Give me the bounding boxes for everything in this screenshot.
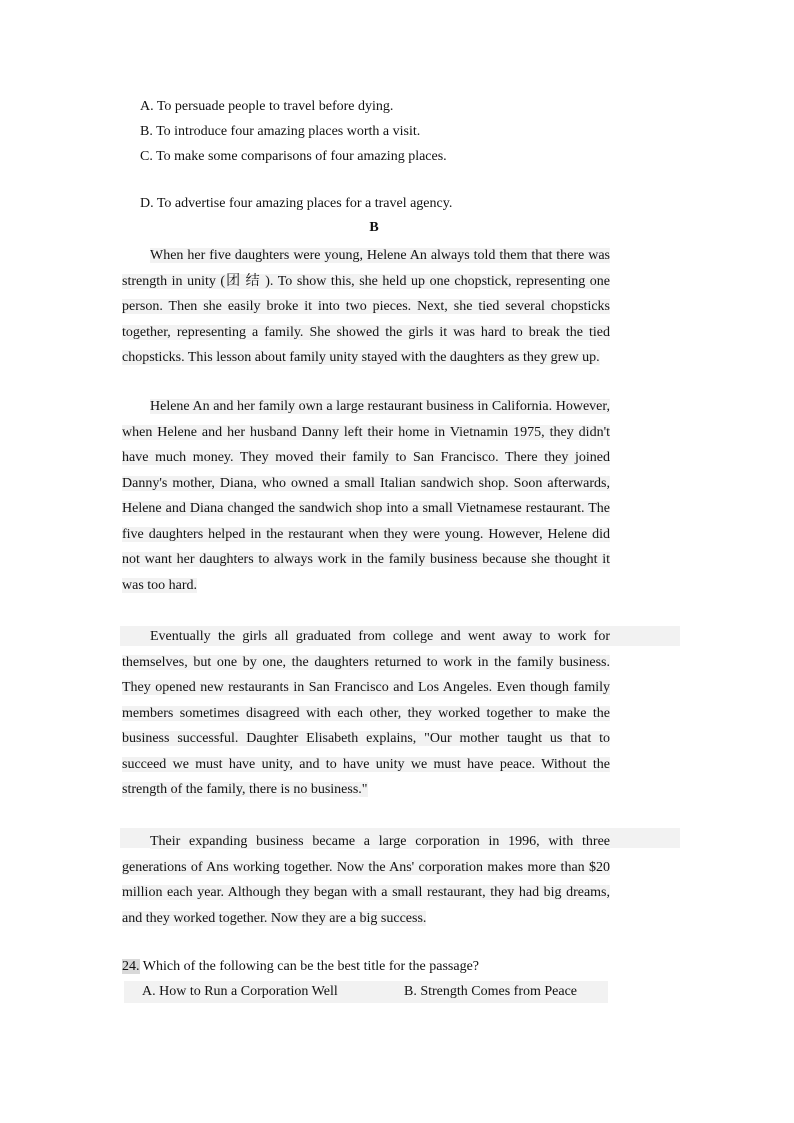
previous-option-a: A. To persuade people to travel before dying.: [140, 99, 394, 114]
passage-paragraph-4: [122, 829, 610, 931]
answer-options-row: [124, 981, 608, 1003]
question-number: 24.: [122, 959, 140, 974]
previous-option-d: D. To advertise four amazing places for a travel agency.: [140, 196, 453, 211]
previous-option-b: B. To introduce four amazing places worth a visit.: [140, 124, 421, 139]
question-24: [122, 958, 479, 976]
paragraph-text: When her five daughters were young, Helene An always told them that there was strength in unity (团 结 ). To show this, she held up one chopstick, representing one person. Then she easily broke it into two pieces. Next, she tied several chopsticks together, representing a family. She showed the girls it was hard to break the tied chopsticks. This lesson about family unity stayed with the daughters as they grew up.: [122, 248, 610, 365]
previous-option-c: C. To make some comparisons of four amazing places.: [140, 149, 447, 164]
passage-paragraph-1: [122, 243, 610, 371]
section-title: B: [369, 220, 379, 235]
paragraph-text: Their expanding business became a large corporation in 1996, with three generations of Ans working together. Now the Ans' corporation makes more than $20 million each year. Although they began with a small restaurant, they had big dreams, and they worked together. Now they are a big success.: [122, 834, 610, 926]
paragraph-text: Helene An and her family own a large restaurant business in California. However, when Helene and her husband Danny left their home in Vietnamin 1975, they didn't have much money. They moved their family to San Francisco. There they joined Danny's mother, Diana, who owned a small Italian sandwich shop. Soon afterwards, Helene and Diana changed the sandwich shop into a small Vietnamese restaurant. The five daughters helped in the restaurant when they were young. However, Helene did not want her daughters to always work in the family business because she thought it was too hard.: [122, 399, 610, 593]
passage-paragraph-2: [122, 394, 610, 598]
answer-option-a: A. How to Run a Corporation Well: [142, 984, 338, 999]
passage-paragraph-3: [122, 624, 610, 803]
answer-option-b: B. Strength Comes from Peace: [404, 984, 578, 999]
question-text: Which of the following can be the best title for the passage?: [139, 959, 480, 974]
paragraph-text: Eventually the girls all graduated from college and went away to work for themselves, but one by one, the daughters returned to work in the family business. They opened new restaurants in San Francisco and Los Angeles. Even though family members sometimes disagreed with each other, they worked together to make the business successful. Daughter Elisabeth explains, "Our mother taught us that to succeed we must have unity, and to have unity we must have peace. Without the strength of the family, there is no business.": [122, 629, 610, 797]
